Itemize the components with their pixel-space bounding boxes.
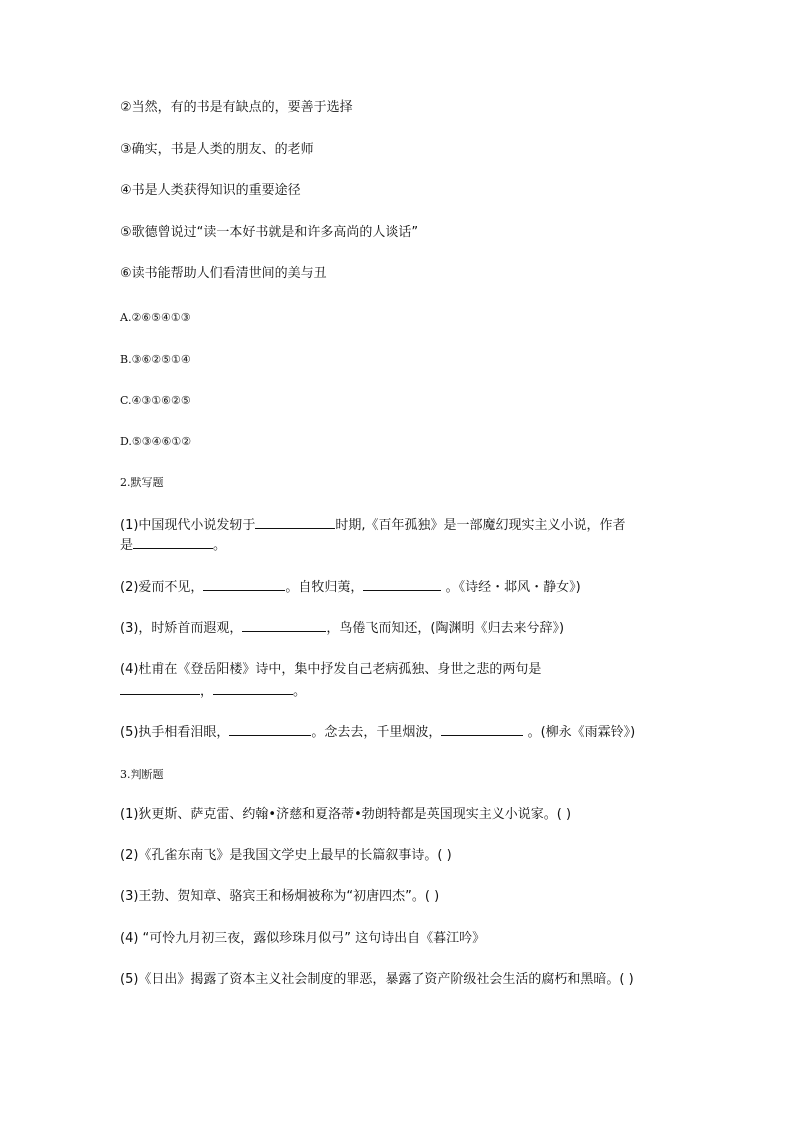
answer-blank[interactable] (242, 617, 326, 632)
judge-item-4: (4) “可怜九月初三夜，露似珍珠月似弓” 这句诗出自《暮江吟》 (120, 931, 486, 946)
section3-title: 3.判断题 (120, 768, 164, 781)
answer-blank[interactable] (203, 576, 285, 591)
option-a: A.②⑥⑤④①③ (120, 311, 191, 324)
answer-blank[interactable] (213, 680, 293, 695)
judge-item-3: (3)王勃、贺知章、骆宾王和杨炯被称为“初唐四杰”。( ) (120, 889, 440, 904)
option-d: D.⑤③④⑥①② (120, 435, 192, 448)
dictation-q1-cont: 是 。 (120, 534, 226, 556)
option-c: C.④③①⑥②⑤ (120, 394, 191, 407)
judge-item-1: (1)狄更斯、萨克雷、约翰•济慈和夏洛蒂•勃朗特都是英国现实主义小说家。( ) (120, 807, 572, 822)
dictation-q1: (1)中国现代小说发轫于 时期,《百年孤独》是一部魔幻现实主义小说，作者 (120, 514, 626, 536)
sentence-3: ③确实，书是人类的朋友、的老师 (120, 142, 314, 157)
sentence-6: ⑥读书能帮助人们看清世间的美与丑 (120, 266, 327, 281)
answer-blank[interactable] (363, 576, 441, 591)
sentence-4: ④书是人类获得知识的重要途径 (120, 183, 301, 198)
judge-item-2: (2)《孔雀东南飞》是我国文学史上最早的长篇叙事诗。( ) (120, 848, 452, 863)
section2-title: 2.默写题 (120, 476, 164, 489)
answer-blank[interactable] (120, 680, 200, 695)
answer-blank[interactable] (255, 514, 335, 529)
dictation-q4-cont: ， 。 (120, 680, 306, 702)
dictation-q5: (5)执手相看泪眼， 。念去去，千里烟波， 。(柳永《雨霖铃》) (120, 721, 635, 743)
option-b: B.③⑥②⑤①④ (120, 353, 191, 366)
sentence-2: ②当然，有的书是有缺点的，要善于选择 (120, 100, 353, 115)
answer-blank[interactable] (133, 534, 213, 549)
answer-blank[interactable] (229, 721, 311, 736)
dictation-q2: (2)爱而不见， 。自牧归荑， 。《诗经・邶风・静女》) (120, 576, 581, 598)
answer-blank[interactable] (441, 721, 523, 736)
sentence-5: ⑤歌德曾说过“读一本好书就是和许多高尚的人谈话” (120, 225, 419, 240)
judge-item-5: (5)《日出》揭露了资本主义社会制度的罪恶，暴露了资产阶级社会生活的腐朽和黑暗。( ) (120, 972, 634, 987)
dictation-q4: (4)杜甫在《登岳阳楼》诗中，集中抒发自己老病孤独、身世之悲的两句是 (120, 662, 542, 677)
dictation-q3: (3)，时矫首而遐观， ，鸟倦飞而知还，(陶渊明《归去来兮辞》) (120, 617, 564, 639)
